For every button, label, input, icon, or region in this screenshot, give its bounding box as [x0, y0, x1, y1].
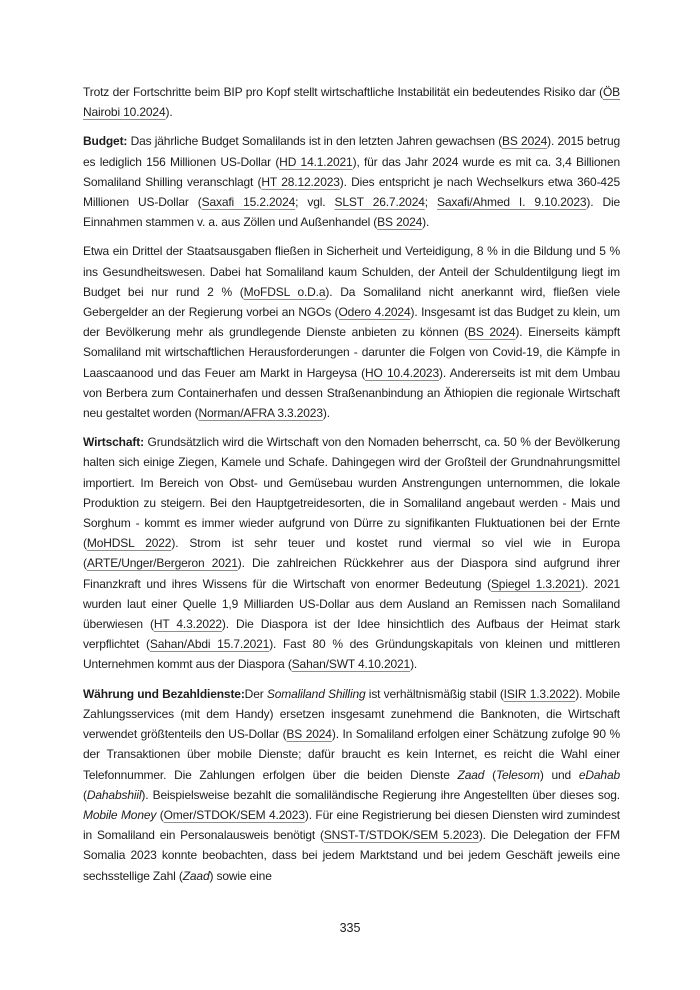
body-text: ), für das Jahr 2024 wurde es mit ca. 3,4 Billionen Somaliland Shilling veranschlagt ( [83, 154, 620, 189]
body-text: ). 2021 wurden laut einer Quelle 1,9 Milliarden US-Dollar aus dem Ausland an Remissen nach Somaliland überwiesen ( [83, 576, 620, 632]
paragraph-lead: Budget: [83, 134, 131, 149]
body-text: Grundsätzlich wird die Wirtschaft von den Nomaden beherrscht, ca. 50 % der Bevölkerung halten sich einige Ziegen, Kamele und Schafe. Dahingegen wird der Großteil der Grundnahrungsmittel importiert. Im Bereich von Obst- und Gemüsebau wurden Anstrengungen unternommen, die lokale Produktion zu steigern. Bei den Hauptgetreidesorten, die in Somaliland angebaut werden - Mais und Sorghum - kommt es immer wieder aufgrund von Dürre zu signifikanten Fluktuationen bei der Ernte ( [83, 435, 620, 551]
citation-link[interactable]: ARTE/Unger/Bergeron 2021 [86, 556, 238, 571]
body-text: ) und [539, 767, 579, 782]
citation-link[interactable]: MoFDSL o.D.a [243, 284, 326, 299]
citation-link[interactable]: Saxafi 15.2.2024 [201, 195, 296, 210]
paragraph-currency-payments [83, 684, 620, 886]
body-text: ). [410, 657, 418, 672]
citation-link[interactable]: ÖB Nairobi 10.2024 [83, 85, 620, 120]
body-text: Trotz der Fortschritte beim BIP pro Kopf stellt wirtschaftliche Instabilität ein bedeutendes Risiko dar ( [83, 85, 603, 99]
emphasis-text: Mobile Money [83, 807, 157, 822]
body-text: ). Dies entspricht je nach Wechselkurs etwa 360-425 Millionen US-Dollar ( [83, 174, 620, 210]
citation-link[interactable]: BS 2024 [286, 727, 332, 742]
citation-link[interactable]: Sahan/Abdi 15.7.2021 [149, 637, 270, 652]
body-text: Der [244, 686, 267, 701]
body-text: ). Beispielsweise bezahlt die somaliländische Regierung ihre Angestellten über dieses sog. [141, 787, 620, 802]
paragraph-lead: Wirtschaft: [83, 435, 148, 450]
body-text: ). [165, 105, 173, 120]
body-text: ). Andererseits ist mit dem Umbau von Berbera zum Containerhafen und dessen Straßenanbindung an Äthiopien die regionale Wirtschaft neu gestaltet worden ( [83, 365, 621, 421]
body-text: ). Einerseits kämpft Somaliland mit wirtschaftlichen Herausforderungen - darunter die Folgen von Covid-19, die Kämpfe in Laascaanood und das Feuer am Markt in Hargeysa ( [83, 325, 620, 380]
body-text: ist verhältnismäßig stabil ( [365, 686, 504, 701]
citation-link[interactable]: BS 2024 [377, 215, 423, 230]
body-text: ). Für eine Registrierung bei diesen Diensten wird zumindest in Somaliland ein Personalausweis benötigt ( [83, 807, 620, 843]
body-text: ). Die Diaspora ist der Idee hinsichtlich des Aufbaus der Heimat stark verpflichtet ( [83, 617, 620, 652]
citation-link[interactable]: Saxafi/Ahmed I. 9.10.2023 [436, 195, 587, 210]
body-text: Das jährliche Budget Somalilands ist in den letzten Jahren gewachsen ( [130, 134, 503, 149]
emphasis-text: eDahab [578, 767, 620, 782]
paragraph-intro-risk [83, 82, 620, 122]
page-number: 335 [339, 921, 361, 935]
body-text: ). Die Delegation der FFM Somalia 2023 konnte beobachten, dass bei jedem Marktstand und bei jedem Geschäft jeweils eine sechsstellige Zahl ( [83, 828, 620, 883]
citation-link[interactable]: Spiegel 1.3.2021 [490, 576, 582, 591]
emphasis-text: Zaad [457, 767, 485, 782]
citation-link[interactable]: HO 10.4.2023 [365, 365, 439, 380]
body-text: ; vgl. [295, 195, 335, 210]
paragraph-budget [83, 131, 620, 232]
emphasis-text: Telesom [495, 767, 540, 782]
body-text: ). Die zahlreichen Rückkehrer aus der Diaspora sind aufgrund ihrer Finanzkraft und ihres Wissens für die Wirtschaft von enormer Bedeutung ( [83, 556, 621, 591]
body-text: ). 2015 betrug es lediglich 156 Millionen US-Dollar ( [83, 134, 620, 169]
citation-link[interactable]: BS 2024 [467, 325, 516, 340]
citation-link[interactable]: SLST 26.7.2024 [334, 195, 425, 210]
emphasis-text: Somaliland Shilling [266, 686, 366, 701]
citation-link[interactable]: BS 2024 [502, 134, 548, 149]
paragraph-expenditures [83, 241, 620, 423]
body-text: ) sowie eine [209, 868, 272, 883]
body-text: ). Insgesamt ist das Budget zu klein, um der Bevölkerung mehr als grundlegende Dienste anbieten zu können ( [83, 305, 620, 340]
body-text: ). Strom ist sehr teuer und kostet rund viermal so viel wie in Europa ( [83, 536, 620, 571]
body-text: ( [156, 807, 164, 822]
body-text: ). In Somaliland erfolgen einer Schätzung zufolge 90 % der Transaktionen über mobile Dienste; dafür braucht es kein Internet, es reicht die Wahl einer Telefonnummer. Die Zahlungen erfolgen über die beiden Dienste [83, 727, 620, 782]
citation-link[interactable]: Odero 4.2024 [338, 305, 411, 320]
body-text: ( [484, 767, 496, 782]
citation-link[interactable]: MoHDSL 2022 [86, 536, 172, 551]
citation-link[interactable]: Sahan/SWT 4.10.2021 [291, 657, 411, 672]
citation-link[interactable]: Omer/STDOK/SEM 4.2023 [163, 807, 305, 822]
citation-link[interactable]: HT 4.3.2022 [153, 617, 222, 632]
citation-link[interactable]: HT 28.12.2023 [261, 174, 340, 189]
page-text-block [83, 82, 620, 895]
citation-link[interactable]: SNST-T/STDOK/SEM 5.2023 [323, 828, 479, 843]
citation-link[interactable]: Norman/AFRA 3.3.2023 [198, 406, 323, 421]
emphasis-text: Dahabshiil [86, 787, 142, 802]
body-text: ). [322, 406, 330, 421]
body-text: ). Mobile Zahlungsservices (mit dem Handy) ersetzen insgesamt zunehmend die Banknoten, die Wirtschaft verwendet größtenteils den US-Dollar ( [83, 686, 620, 742]
emphasis-text: Zaad [182, 868, 210, 883]
body-text: ( [83, 787, 87, 802]
body-text: ; [424, 195, 437, 210]
body-text: ). Fast 80 % des Gründungskapitals von kleinen und mittleren Unternehmen kommt aus der Diaspora ( [83, 637, 620, 672]
citation-link[interactable]: HD 14.1.2021 [279, 154, 353, 169]
body-text: ). [422, 215, 430, 230]
body-text: ). Die Einnahmen stammen v. a. aus Zöllen und Außenhandel ( [83, 195, 620, 230]
body-text: ). Da Somaliland nicht anerkannt wird, fließen viele Gebergelder an der Regierung vorbei an NGOs ( [83, 284, 620, 320]
paragraph-lead: Währung und Bezahldienste: [83, 686, 245, 701]
body-text: Etwa ein Drittel der Staatsausgaben fließen in Sicherheit und Verteidigung, 8 % in die Bildung und 5 % ins Gesundheitswesen. Dabei hat Somaliland kaum Schulden, der Anteil der Schuldentilgung liegt im Budget bei nur rund 2 % ( [83, 244, 620, 299]
paragraph-economy [83, 432, 620, 674]
citation-link[interactable]: ISIR 1.3.2022 [503, 686, 576, 701]
